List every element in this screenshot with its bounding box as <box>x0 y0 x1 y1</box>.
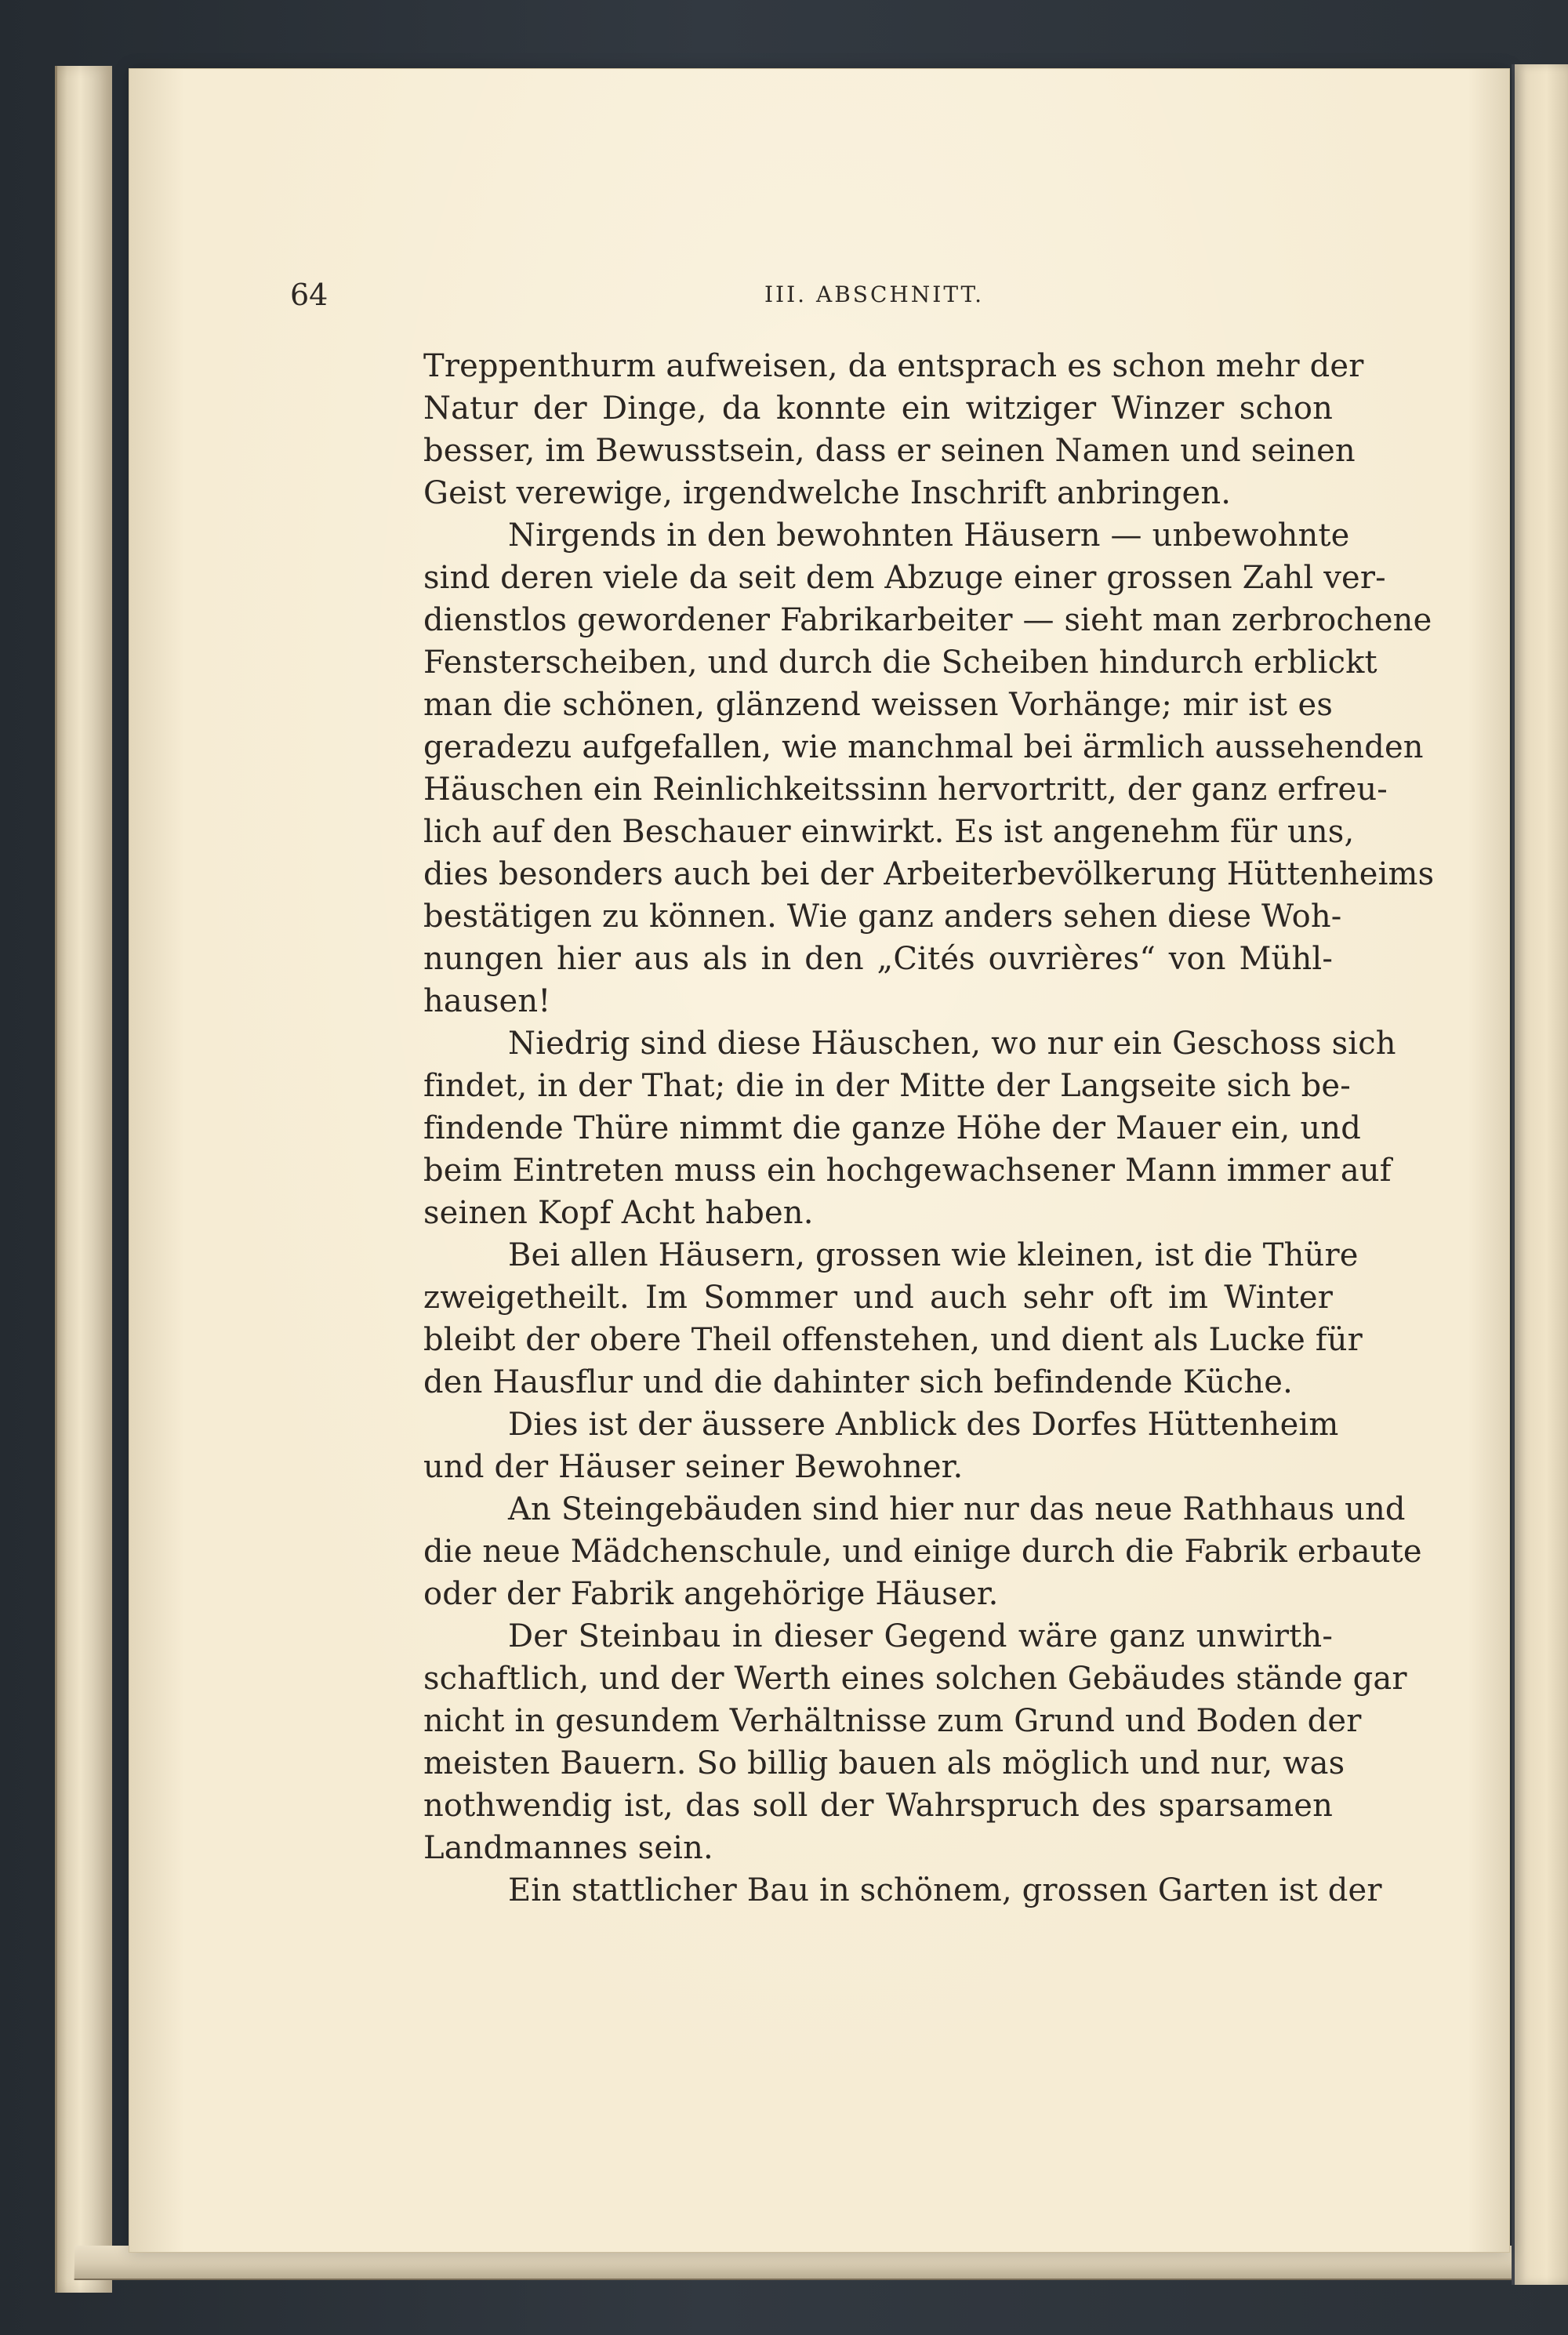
text-line: nungen hier aus als in den „Cités ouvrières“ von Mühl- <box>423 941 1333 977</box>
text-line: man die schönen, glänzend weissen Vorhänge; mir ist es <box>423 687 1333 723</box>
text-line: An Steingebäuden sind hier nur das neue Rathhaus und <box>508 1491 1406 1527</box>
text-line: Dies ist der äussere Anblick des Dorfes Hüttenheim <box>508 1407 1339 1443</box>
running-head <box>290 274 1356 315</box>
text-line: dies besonders auch bei der Arbeiterbevölkerung Hüttenheims <box>423 856 1435 892</box>
text-line: Geist verewige, irgendwelche Inschrift anbringen. <box>423 475 1232 511</box>
book-page-edges-left <box>55 66 112 2293</box>
text-line: sind deren viele da seit dem Abzuge einer grossen Zahl ver- <box>423 560 1386 596</box>
text-line: findet, in der That; die in der Mitte der Langseite sich be- <box>423 1068 1351 1104</box>
text-line: nothwendig ist, das soll der Wahrspruch des sparsamen <box>423 1788 1333 1824</box>
text-line: Der Steinbau in dieser Gegend wäre ganz unwirth- <box>508 1618 1333 1654</box>
text-line: findende Thüre nimmt die ganze Höhe der Mauer ein, und <box>423 1110 1361 1146</box>
text-line: und der Häuser seiner Bewohner. <box>423 1449 964 1485</box>
section-title: III. ABSCHNITT. <box>764 281 985 307</box>
text-line: geradezu aufgefallen, wie manchmal bei ärmlich aussehenden <box>423 729 1424 765</box>
text-line: oder der Fabrik angehörige Häuser. <box>423 1576 999 1612</box>
text-line: Ein stattlicher Bau in schönem, grossen Garten ist der <box>508 1872 1382 1908</box>
text-line: bleibt der obere Theil offenstehen, und dient als Lucke für <box>423 1322 1363 1358</box>
page-number: 64 <box>290 278 328 312</box>
text-line: dienstlos gewordener Fabrikarbeiter — sieht man zerbrochene <box>423 602 1432 638</box>
text-line: lich auf den Beschauer einwirkt. Es ist angenehm für uns, <box>423 814 1355 850</box>
text-line: Nirgends in den bewohnten Häusern — unbewohnte <box>508 517 1350 554</box>
next-page-sliver <box>1512 64 1568 2285</box>
text-line: Fensterscheiben, und durch die Scheiben hindurch erblickt <box>423 645 1377 681</box>
text-line: seinen Kopf Acht haben. <box>423 1195 814 1231</box>
text-line: Bei allen Häusern, grossen wie kleinen, ist die Thüre <box>508 1237 1359 1273</box>
body-text <box>423 345 1435 1912</box>
text-line: Natur der Dinge, da konnte ein witziger Winzer schon <box>423 390 1333 427</box>
text-line: den Hausflur und die dahinter sich befindende Küche. <box>423 1364 1293 1400</box>
text-line: die neue Mädchenschule, und einige durch die Fabrik erbaute <box>423 1534 1422 1570</box>
text-line: zweigetheilt. Im Sommer und auch sehr oft im Winter <box>423 1280 1333 1316</box>
text-line: besser, im Bewusstsein, dass er seinen Namen und seinen <box>423 433 1356 469</box>
text-line: schaftlich, und der Werth eines solchen Gebäudes stände gar <box>423 1661 1407 1697</box>
text-line: nicht in gesundem Verhältnisse zum Grund und Boden der <box>423 1703 1362 1739</box>
text-line: Häuschen ein Reinlichkeitssinn hervortritt, der ganz erfreu- <box>423 772 1388 808</box>
text-line: meisten Bauern. So billig bauen als möglich und nur, was <box>423 1745 1345 1781</box>
text-line: hausen! <box>423 983 551 1019</box>
text-line: beim Eintreten muss ein hochgewachsener Mann immer auf <box>423 1153 1392 1189</box>
text-line: Niedrig sind diese Häuschen, wo nur ein Geschoss sich <box>508 1026 1396 1062</box>
text-line: Treppenthurm aufweisen, da entsprach es schon mehr der <box>423 348 1364 384</box>
text-line: bestätigen zu können. Wie ganz anders sehen diese Woh- <box>423 899 1342 935</box>
text-line: Landmannes sein. <box>423 1830 713 1866</box>
